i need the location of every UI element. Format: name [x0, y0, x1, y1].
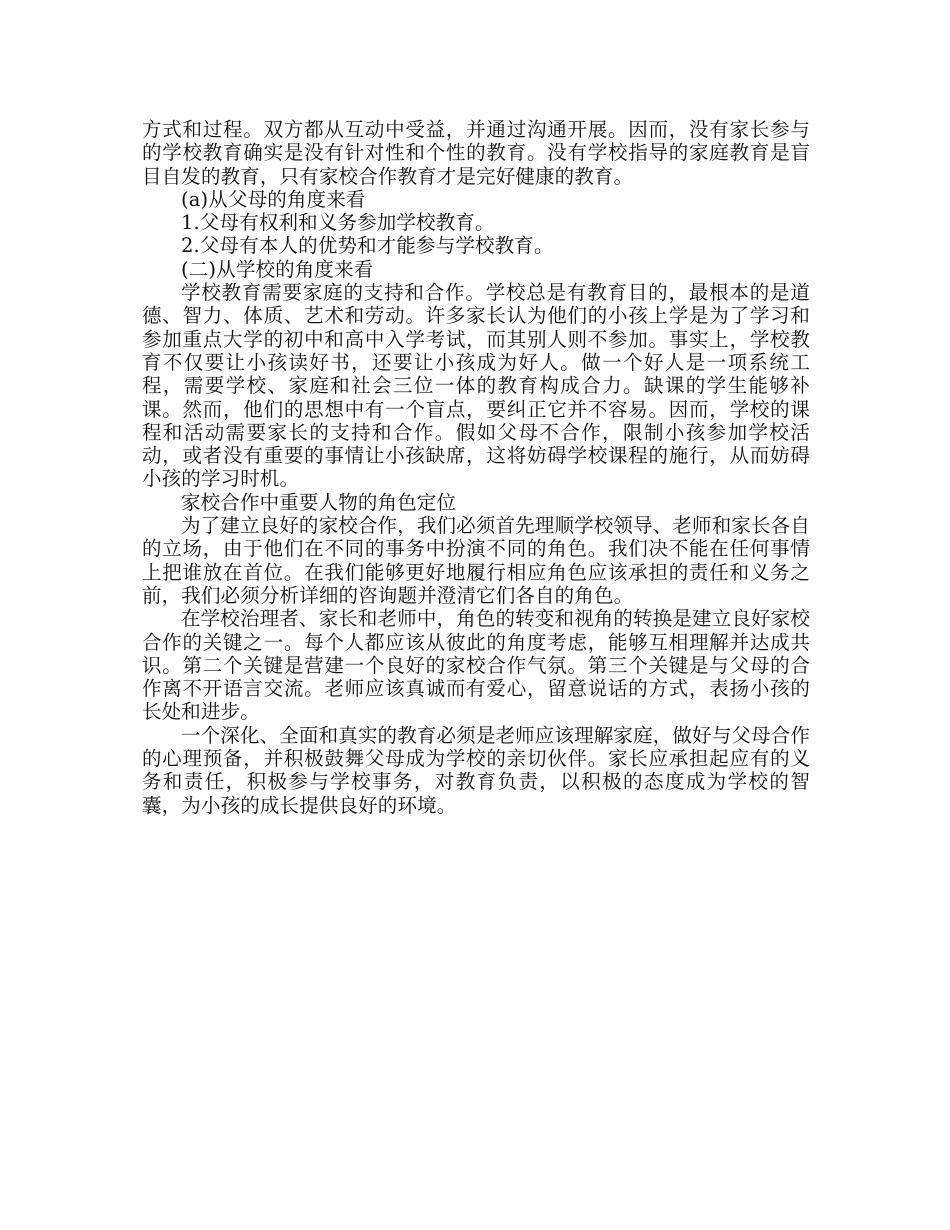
paragraph-clarify-roles: 为了建立良好的家校合作，我们必须首先理顺学校领导、老师和家长各自的立场，由于他们在不同的事务中扮演不同的角色。我们决不能在任何事情上把谁放在首位。在我们能够更好地履行相应角色应该承担的责任和义务之前，我们必须分析详细的咨询题并澄清它们各自的角色。	[142, 514, 810, 607]
heading-parents-perspective: (a)从父母的角度来看	[181, 187, 366, 211]
list-item-parents-right: 1.父母有权利和义务参加学校教育。	[181, 211, 495, 235]
paragraph-school-needs-family: 学校教育需要家庭的支持和合作。学校总是有教育目的，最根本的是道德、智力、体质、艺术和劳动。许多家长认为他们的小孩上学是为了学习和参加重点大学的初中和高中入学考试，而其别人则不参加。事实上，学校教育不仅要让小孩读好书，还要让小孩成为好人。做一个好人是一项系统工程，需要学校、家庭和社会三位一体的教育构成合力。缺课的学生能够补课。然而，他们的思想中有一个盲点，要纠正它并不容易。因而，学校的课程和活动需要家长的支持和合作。假如父母不合作，限制小孩参加学校活动，或者没有重要的事情让小孩缺席，这将妨碍学校课程的施行，从而妨碍小孩的学习时机。	[142, 281, 810, 491]
paragraph-conclusion: 一个深化、全面和真实的教育必须是老师应该理解家庭，做好与父母合作的心理预备，并积极鼓舞父母成为学校的亲切伙伴。家长应承担起应有的义务和责任，积极参与学校事务，对教育负责，以积极的态度成为学校的智囊，为小孩的成长提供良好的环境。	[142, 723, 810, 817]
paragraph-keys-to-cooperation: 在学校治理者、家长和老师中，角色的转变和视角的转换是建立良好家校合作的关键之一。每个人都应该从彼此的角度考虑，能够互相理解并达成共识。第二个关键是营建一个良好的家校合作气氛。第三个关键是与父母的合作离不开语言交流。老师应该真诚而有爱心，留意说话的方式，表扬小孩的长处和进步。	[142, 607, 810, 724]
heading-school-perspective: (二)从学校的角度来看	[181, 257, 374, 281]
list-item-parents-advantage: 2.父母有本人的优势和才能参与学校教育。	[181, 234, 554, 258]
heading-role-positioning: 家校合作中重要人物的角色定位	[181, 490, 457, 514]
document-body	[142, 118, 810, 817]
paragraph-intro: 方式和过程。双方都从互动中受益，并通过沟通开展。因而，没有家长参与的学校教育确实是没有针对性和个性的教育。没有学校指导的家庭教育是盲目自发的教育，只有家校合作教育才是完好健康的教育。	[142, 118, 810, 188]
